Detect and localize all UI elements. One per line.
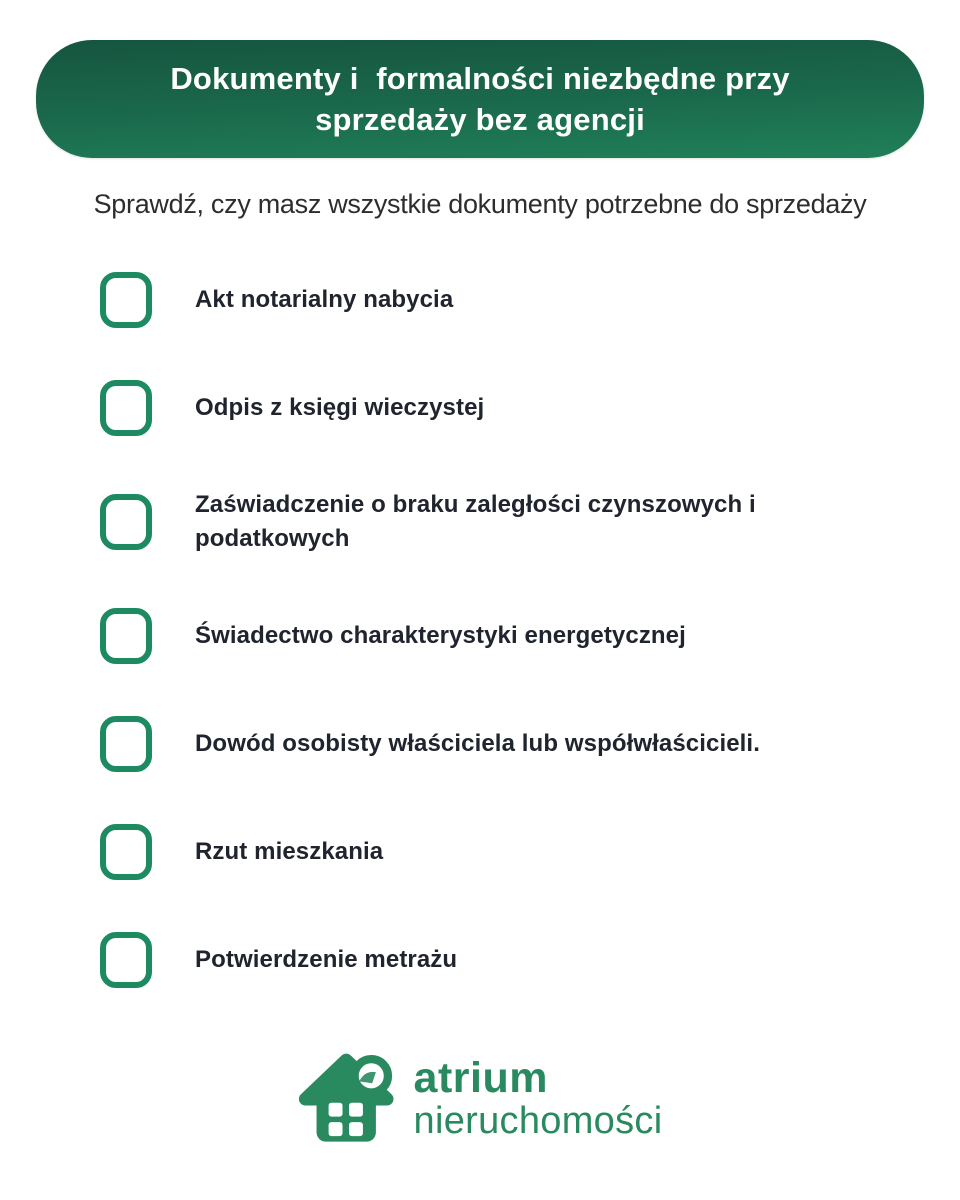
checklist-row [100, 380, 870, 436]
page-title-line2: sprzedaży bez agencji [315, 102, 645, 137]
checklist-item-label: Zaświadczenie o braku zaległości czynszowych i podatkowych [195, 491, 756, 552]
brand-name: atrium [413, 1054, 548, 1102]
checkbox-odpis-ksiegi[interactable] [100, 380, 152, 436]
window-pane [328, 1103, 342, 1117]
checkbox-rzut-mieszkania[interactable] [100, 824, 152, 880]
subtitle: Sprawdź, czy masz wszystkie dokumenty potrzebne do sprzedaży [93, 189, 867, 219]
checkbox-potwierdzenie-metrazu[interactable] [100, 932, 152, 988]
brand-logo-text [414, 1056, 663, 1142]
checklist-item-label: Odpis z księgi wieczystej [195, 394, 485, 421]
checkbox-akt-notarialny[interactable] [100, 272, 152, 328]
window-pane [349, 1122, 363, 1136]
checklist-item-label: Akt notarialny nabycia [195, 286, 454, 313]
checklist-item-label: Dowód osobisty właściciela lub współwłaścicieli. [195, 730, 760, 757]
checklist-row [100, 824, 870, 880]
checklist-item-label: Rzut mieszkania [195, 838, 384, 865]
magnifier-handle [379, 1092, 384, 1100]
checklist-row [100, 608, 870, 664]
window-pane [328, 1122, 342, 1136]
header-banner [36, 40, 924, 158]
house-with-magnifier-icon [298, 1050, 400, 1148]
document-checklist [100, 272, 870, 1040]
checklist-row [100, 716, 870, 772]
brand-logo [0, 1050, 960, 1148]
checklist-row [100, 932, 870, 988]
checkbox-zaswiadczenie-zaleglosci[interactable] [100, 494, 152, 550]
checklist-item-label: Potwierdzenie metrażu [195, 946, 458, 973]
window-pane [349, 1103, 363, 1117]
brand-subname: nieruchomości [413, 1100, 663, 1142]
checklist-row [100, 272, 870, 328]
checkbox-dowod-osobisty[interactable] [100, 716, 152, 772]
checklist-item-label: Świadectwo charakterystyki energetycznej [195, 622, 686, 649]
checkbox-swiadectwo-energetyczne[interactable] [100, 608, 152, 664]
checklist-row [100, 488, 870, 556]
page-title-line1: Dokumenty i formalności niezbędne przy [170, 61, 790, 96]
